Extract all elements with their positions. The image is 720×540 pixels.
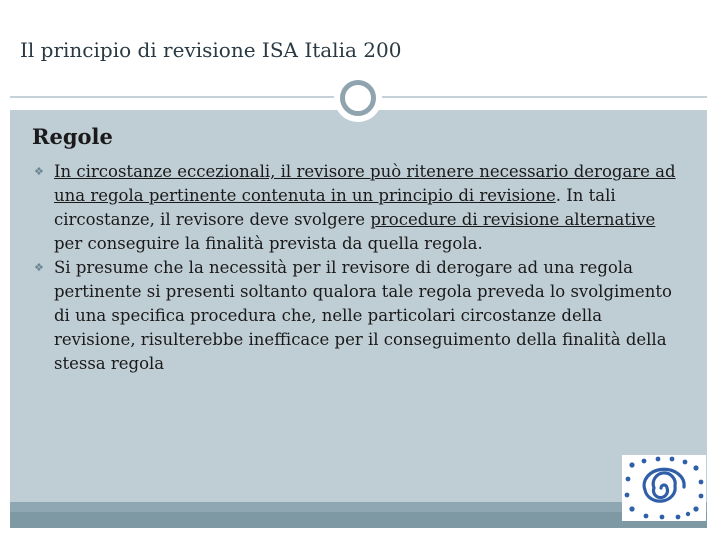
section-heading: Regole [32, 124, 113, 149]
diamond-bullet-icon: ❖ [34, 261, 44, 274]
bullet-2-text: Si presume che la necessità per il revisore di derogare ad una regola pertinente si presenti soltanto qualora tale regola preveda lo svolgimento di una specifica procedura che, nelle particolari circostanze della revisione, risulterebbe inefficace per il conseguimento della finalità della stessa regola [54, 258, 672, 373]
slide-title: Il principio di revisione ISA Italia 200 [20, 38, 402, 62]
diamond-bullet-icon: ❖ [34, 165, 44, 178]
footer-bar-bottom [10, 512, 707, 528]
bullet-list [34, 160, 686, 376]
bullet-1-underlined-text: In circostanze eccezionali, il revisore può ritenere necessario derogare ad una regola pertinente contenuta in un principio di revisione [54, 162, 676, 205]
bullet-item-2 [34, 256, 686, 376]
spiral-logo-icon [622, 455, 706, 521]
circle-ornament-icon [340, 80, 376, 116]
bullet-1-underlined-procedures: procedure di revisione alternative [370, 210, 656, 229]
bullet-1-text-2: . In tali circostanze, il revisore deve svolgere [54, 186, 616, 229]
bullet-1-text-4: per conseguire la finalità prevista da quella regola. [54, 234, 483, 253]
spiral-logo-graphic [622, 455, 706, 521]
bullet-item-1 [34, 160, 686, 256]
